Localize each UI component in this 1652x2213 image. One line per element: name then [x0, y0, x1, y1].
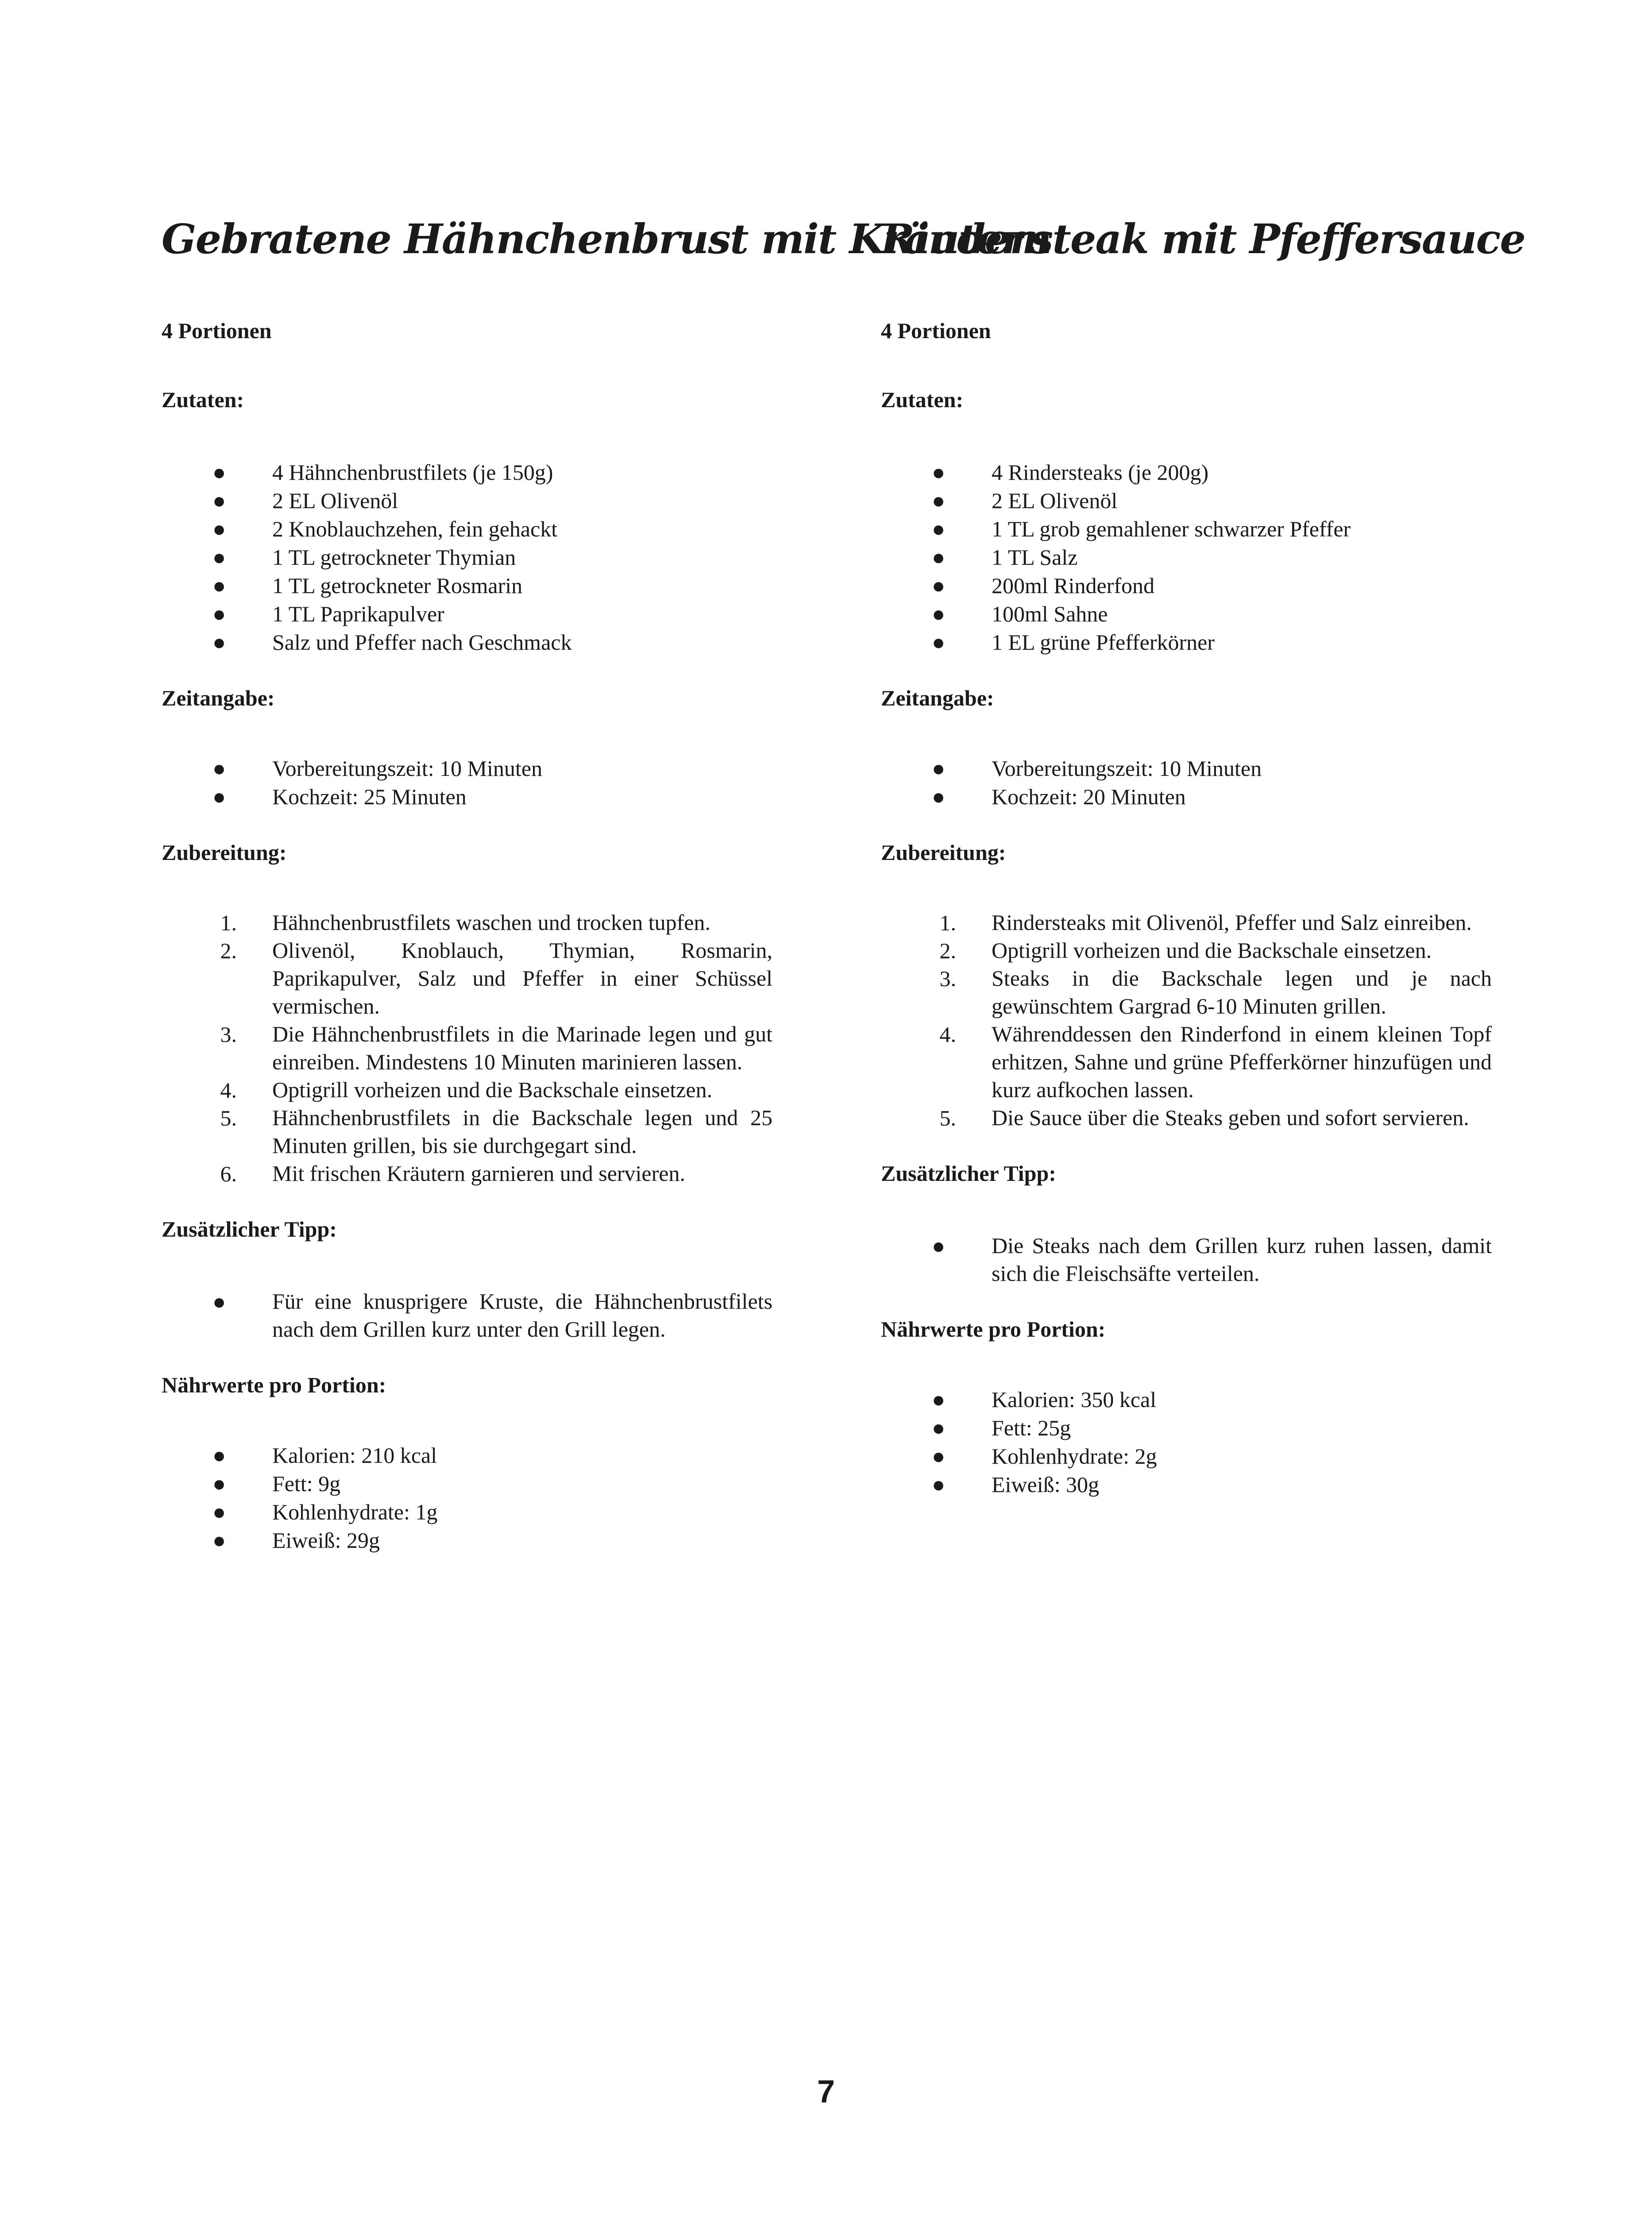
list-item: ● Die Steaks nach dem Grillen kurz ruhen lassen, damit sich die Fleischsäfte verteilen. [881, 1232, 1492, 1288]
bullet-icon: ● [212, 545, 226, 570]
page-number: 7 [817, 2074, 835, 2109]
bullet-icon: ● [212, 488, 226, 513]
bullet-icon: ● [212, 1443, 226, 1468]
list-item: 1. Rindersteaks mit Olivenöl, Pfeffer und Salz einreiben. [939, 910, 1472, 935]
nutrition-list [881, 1385, 1492, 1499]
list-item: 5. Die Sauce über die Steaks geben und sofort servieren. [939, 1105, 1469, 1130]
list-item: ● 1 TL getrockneter Rosmarin [162, 571, 772, 600]
nutrition-list [162, 1441, 772, 1554]
bullet-icon: ● [212, 517, 226, 541]
list-item: ● Eiweiß: 30g [881, 1470, 1492, 1499]
bullet-icon: ● [932, 601, 946, 626]
bullet-icon: ● [932, 784, 946, 809]
list-item: 2. Optigrill vorheizen und die Backschale einsetzen. [939, 938, 1432, 963]
list-item: 4. Optigrill vorheizen und die Backschale einsetzen. [220, 1077, 713, 1103]
time-list [881, 754, 1492, 811]
time-heading: Zeitangabe: [162, 686, 275, 710]
nutrition-heading: Nährwerte pro Portion: [162, 1373, 386, 1397]
bullet-icon: ● [212, 1528, 226, 1553]
bullet-icon: ● [932, 1234, 946, 1258]
bullet-icon: ● [932, 756, 946, 781]
bullet-icon: ● [932, 545, 946, 570]
list-item: ● Kochzeit: 20 Minuten [881, 783, 1492, 811]
time-heading: Zeitangabe: [881, 686, 994, 710]
bullet-icon: ● [212, 573, 226, 598]
bullet-icon: ● [932, 1415, 946, 1440]
bullet-icon: ● [932, 488, 946, 513]
bullet-icon: ● [212, 601, 226, 626]
prep-heading: Zubereitung: [881, 840, 1006, 865]
list-item: 5. Hähnchenbrustfilets in die Backschale legen und 25 Minuten grillen, bis sie durchgegart sind. [220, 1105, 772, 1158]
tip-heading: Zusätzlicher Tipp: [881, 1161, 1056, 1186]
list-item: ● Vorbereitungszeit: 10 Minuten [881, 754, 1492, 783]
list-item: ● 1 TL Paprikapulver [162, 600, 772, 628]
recipe-title: Rindersteak mit Pfeffersauce [881, 215, 1525, 263]
list-item: ● Kohlenhydrate: 2g [881, 1442, 1492, 1470]
ingredients-heading: Zutaten: [881, 387, 964, 412]
list-item: 1. Hähnchenbrustfilets waschen und trocken tupfen. [220, 910, 710, 935]
time-list [162, 754, 772, 811]
ingredients-list [881, 458, 1492, 656]
list-item: ● 2 EL Olivenöl [881, 486, 1492, 515]
list-item: ● Für eine knusprigere Kruste, die Hähnchenbrustfilets nach dem Grillen kurz unter den Grill legen. [162, 1288, 772, 1343]
list-item: 3. Die Hähnchenbrustfilets in die Marinade legen und gut einreiben. Mindestens 10 Minuten marinieren lassen. [220, 1022, 772, 1074]
portions: 4 Portionen [162, 318, 272, 343]
list-item: ● Kalorien: 350 kcal [881, 1385, 1492, 1414]
list-item: 6. Mit frischen Kräutern garnieren und servieren. [220, 1161, 685, 1186]
list-item: ● 1 TL getrockneter Thymian [162, 543, 772, 571]
list-item: ● 100ml Sahne [881, 600, 1492, 628]
list-item: ● Kochzeit: 25 Minuten [162, 783, 772, 811]
tip-heading: Zusätzlicher Tipp: [162, 1217, 337, 1241]
bullet-icon: ● [212, 756, 226, 781]
steps-list [881, 909, 1492, 1132]
steps-list [162, 909, 772, 1187]
list-item: 2. Olivenöl, Knoblauch, Thymian, Rosmarin, Paprikapulver, Salz und Pfeffer in einer Schüssel vermischen. [220, 938, 772, 1018]
prep-heading: Zubereitung: [162, 840, 287, 865]
portions: 4 Portionen [881, 318, 991, 343]
ingredients-heading: Zutaten: [162, 387, 244, 412]
list-item: ● Fett: 9g [162, 1469, 772, 1498]
recipe-steak [881, 212, 1525, 1499]
bullet-icon: ● [932, 460, 946, 485]
list-item: ● 1 TL grob gemahlener schwarzer Pfeffer [881, 515, 1492, 543]
bullet-icon: ● [212, 630, 226, 655]
list-item: ● Kohlenhydrate: 1g [162, 1498, 772, 1526]
bullet-icon: ● [932, 1472, 946, 1497]
list-item: ● Salz und Pfeffer nach Geschmack [162, 628, 772, 656]
bullet-icon: ● [212, 1500, 226, 1524]
recipe-title: Gebratene Hähnchenbrust mit Kräutern [162, 215, 1051, 263]
ingredients-list [162, 458, 772, 656]
list-item: ● Kalorien: 210 kcal [162, 1441, 772, 1469]
list-item: 4. Währenddessen den Rinderfond in einem kleinen Topf erhitzen, Sahne und grüne Pfefferkörner hinzufügen und kurz aufkochen lassen. [939, 1022, 1492, 1102]
tip-list [162, 1288, 772, 1343]
bullet-icon: ● [932, 573, 946, 598]
list-item: ● 2 EL Olivenöl [162, 486, 772, 515]
bullet-icon: ● [212, 1289, 226, 1314]
list-item: ● Eiweiß: 29g [162, 1526, 772, 1554]
bullet-icon: ● [212, 1471, 226, 1496]
bullet-icon: ● [932, 630, 946, 655]
list-item: ● 200ml Rinderfond [881, 571, 1492, 600]
bullet-icon: ● [932, 1444, 946, 1469]
list-item: 3. Steaks in die Backschale legen und je nach gewünschtem Gargrad 6-10 Minuten grillen. [939, 966, 1492, 1018]
nutrition-heading: Nährwerte pro Portion: [881, 1317, 1106, 1342]
list-item: ● Fett: 25g [881, 1414, 1492, 1442]
tip-list [881, 1232, 1492, 1288]
list-item: ● 4 Rindersteaks (je 200g) [881, 458, 1492, 486]
bullet-icon: ● [212, 460, 226, 485]
bullet-icon: ● [932, 517, 946, 541]
list-item: ● 1 TL Salz [881, 543, 1492, 571]
bullet-icon: ● [932, 1387, 946, 1412]
list-item: ● Vorbereitungszeit: 10 Minuten [162, 754, 772, 783]
list-item: ● 1 EL grüne Pfefferkörner [881, 628, 1492, 656]
list-item: ● 2 Knoblauchzehen, fein gehackt [162, 515, 772, 543]
list-item: ● 4 Hähnchenbrustfilets (je 150g) [162, 458, 772, 486]
bullet-icon: ● [212, 784, 226, 809]
